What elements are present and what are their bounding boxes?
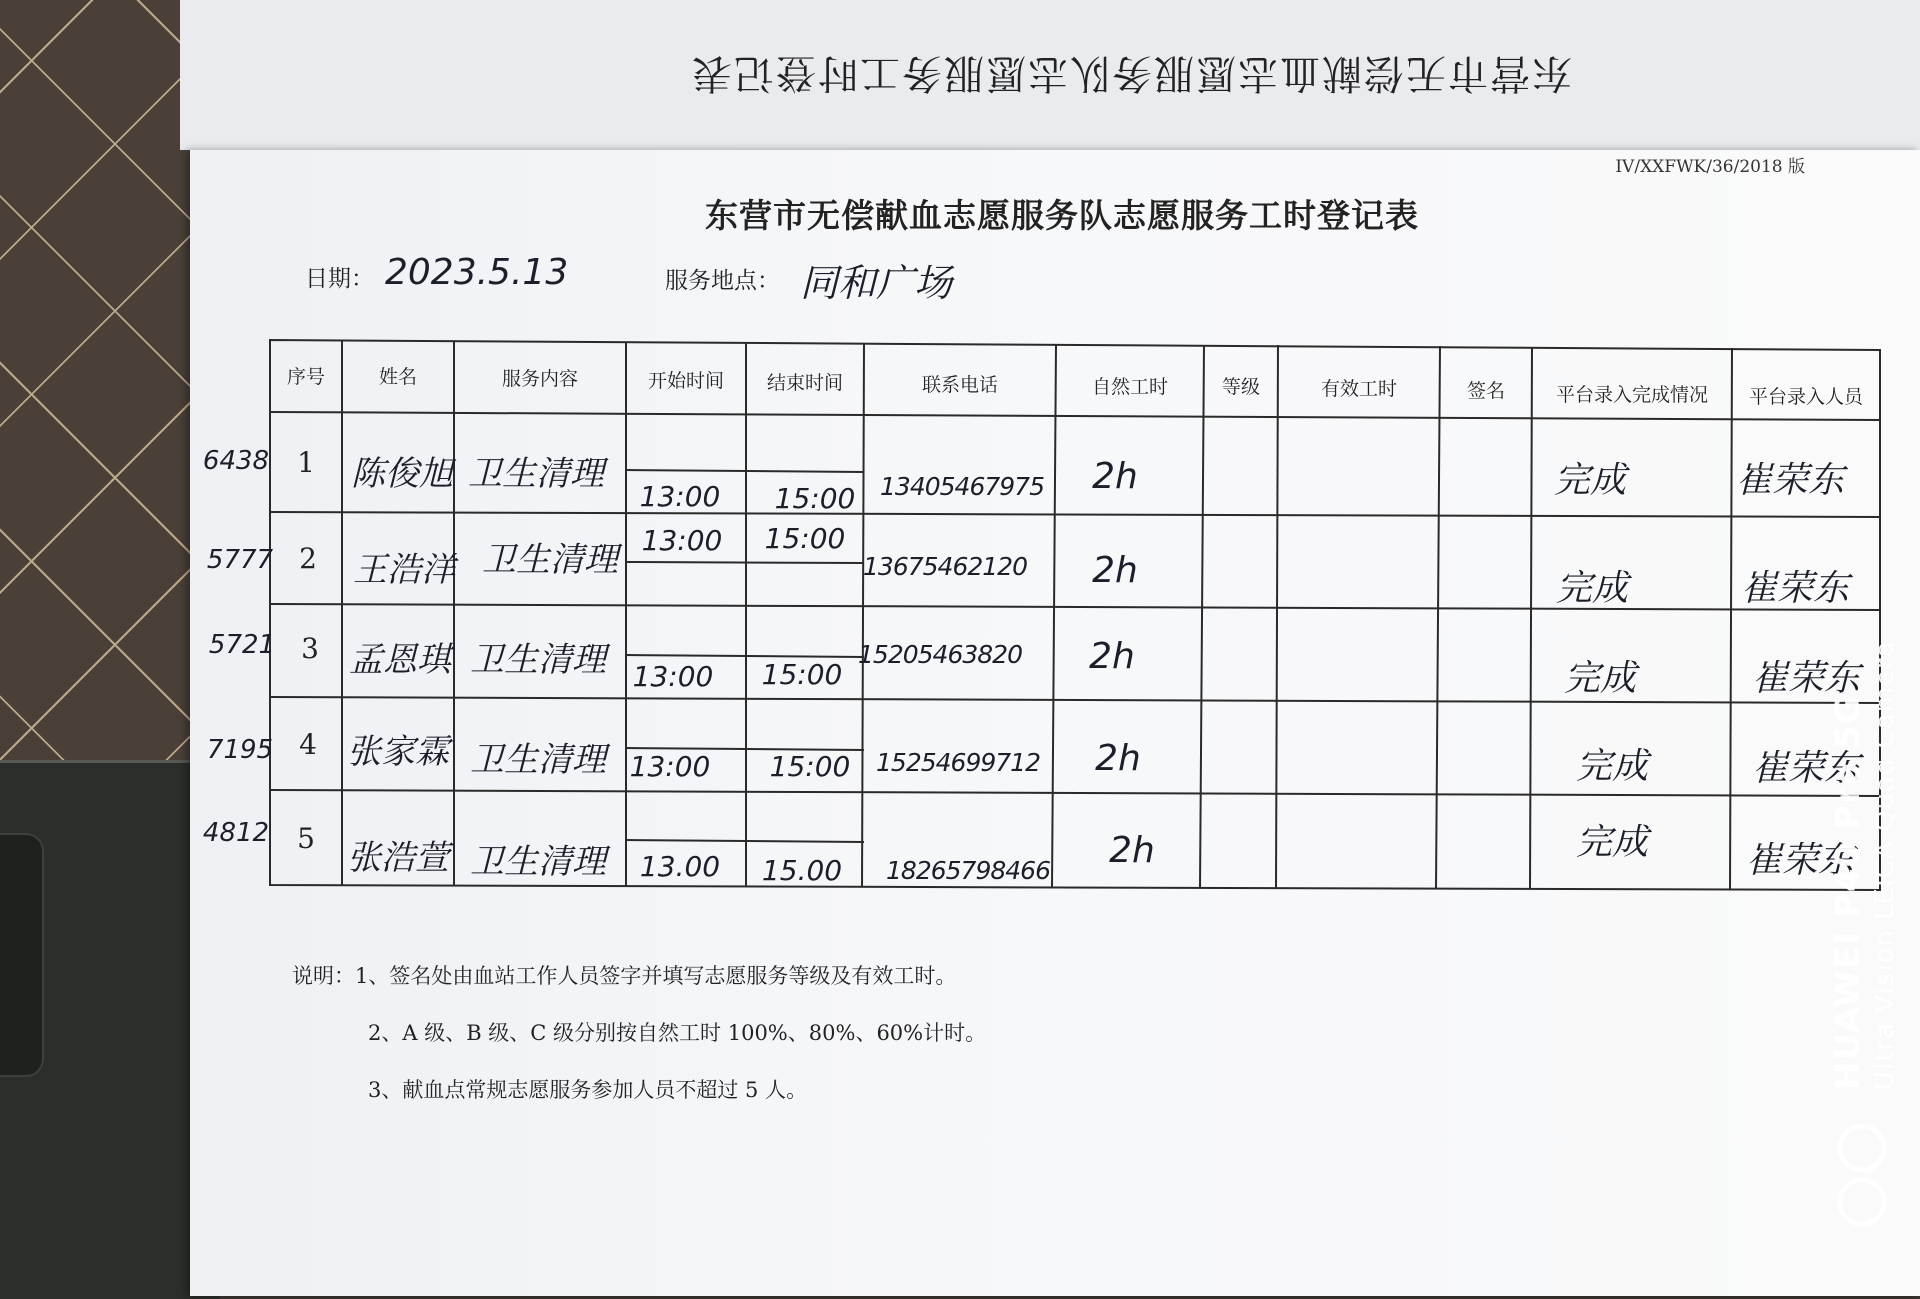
date-label: 日期： (305, 266, 374, 292)
entry-person: 崔荣东 (1745, 840, 1855, 881)
contact-phone: 18265798466 (886, 856, 1050, 885)
volunteer-name: 陈俊旭 (351, 454, 453, 494)
header-end-time: 结束时间 (766, 372, 844, 394)
entry-status: 完成 (1553, 460, 1627, 501)
note-1: 说明：1、签名处由血站工作人员签字并填写志愿服务等级及有效工时。 (292, 964, 957, 988)
form-code: IV/XXFWK/36/2018 版 (1615, 157, 1805, 177)
row-id: 4812 (202, 818, 270, 848)
header-phone: 联系电话 (921, 374, 999, 396)
form-title: 东营市无偿献血志愿服务队志愿服务工时登记表 (705, 196, 1419, 235)
header-entry-person: 平台录入人员 (1748, 386, 1864, 408)
entry-person: 崔荣东 (1740, 568, 1850, 609)
volunteer-name: 张家霖 (347, 732, 449, 772)
header-effective-hours: 有效工时 (1320, 378, 1398, 400)
watermark-model: HUAWEI P40 Pro 5G (1828, 695, 1868, 1090)
volunteer-name: 张浩萱 (347, 838, 449, 878)
watermark-lens: Ultra Vision LEICA Quad Camera (1870, 640, 1900, 1090)
header-entry-status: 平台录入完成情况 (1555, 384, 1709, 406)
contact-phone: 13405467975 (880, 472, 1044, 501)
contact-phone: 15205463820 (858, 640, 1022, 669)
seq-number: 5 (297, 822, 315, 855)
seq-number: 2 (299, 542, 317, 575)
location-value: 同和广场 (800, 261, 953, 305)
natural-hours: 2h (1095, 738, 1141, 779)
start-time: 13:00 (641, 524, 723, 557)
natural-hours: 2h (1092, 456, 1138, 497)
start-time: 13:00 (629, 750, 711, 783)
back-sheet-title: 东营市无偿献血志愿服务队志愿服务工时登记表 (690, 50, 1572, 96)
door-handle (0, 833, 44, 1077)
header-content: 服务内容 (501, 368, 579, 390)
seq-number: 4 (299, 728, 317, 761)
entry-status: 完成 (1575, 822, 1649, 863)
row-id: 6438 (202, 446, 270, 476)
header-start-time: 开始时间 (647, 370, 725, 392)
contact-phone: 13675462120 (863, 552, 1027, 581)
entry-status: 完成 (1575, 746, 1649, 787)
header-natural-hours: 自然工时 (1091, 376, 1169, 398)
header-name: 姓名 (378, 366, 418, 388)
end-time: 15:00 (769, 750, 851, 783)
form-sheet (190, 150, 1920, 1296)
service-content: 卫生清理 (482, 540, 618, 580)
volunteer-name: 孟恩琪 (349, 640, 451, 680)
note-3: 3、献血点常规志愿服务参加人员不超过 5 人。 (368, 1078, 808, 1102)
location-label: 服务地点： (665, 268, 780, 294)
camera-logo-icon (1834, 1120, 1890, 1230)
entry-status: 完成 (1563, 658, 1637, 699)
contact-phone: 15254699712 (876, 748, 1040, 777)
entry-person: 崔荣东 (1751, 658, 1861, 699)
header-level: 等级 (1221, 376, 1261, 398)
start-time: 13.00 (639, 850, 721, 883)
end-time: 15:00 (764, 522, 846, 555)
service-content: 卫生清理 (468, 454, 604, 494)
service-content: 卫生清理 (470, 740, 606, 780)
start-time: 13:00 (639, 480, 721, 513)
service-content: 卫生清理 (470, 842, 606, 882)
seq-number: 1 (297, 446, 315, 479)
header-seq: 序号 (286, 366, 326, 388)
note-2: 2、A 级、B 级、C 级分别按自然工时 100%、80%、60%计时。 (368, 1021, 987, 1045)
service-content: 卫生清理 (470, 640, 606, 680)
end-time: 15:00 (774, 482, 856, 515)
camera-watermark (1828, 640, 1900, 1090)
natural-hours: 2h (1109, 830, 1155, 871)
start-time: 13:00 (632, 660, 714, 693)
entry-person: 崔荣东 (1735, 460, 1845, 501)
row-id: 7195 (206, 735, 274, 765)
row-id: 5721 (208, 630, 276, 660)
end-time: 15.00 (761, 854, 843, 887)
entry-status: 完成 (1555, 568, 1629, 609)
seq-number: 3 (301, 632, 319, 665)
natural-hours: 2h (1089, 636, 1135, 677)
natural-hours: 2h (1092, 550, 1138, 591)
row-id: 5777 (206, 545, 274, 575)
date-value: 2023.5.13 (385, 252, 569, 293)
header-signature: 签名 (1466, 380, 1506, 402)
car-door-panel (0, 760, 220, 1299)
volunteer-name: 王浩洋 (353, 550, 455, 590)
entry-person: 崔荣东 (1751, 748, 1861, 789)
end-time: 15:00 (761, 658, 843, 691)
